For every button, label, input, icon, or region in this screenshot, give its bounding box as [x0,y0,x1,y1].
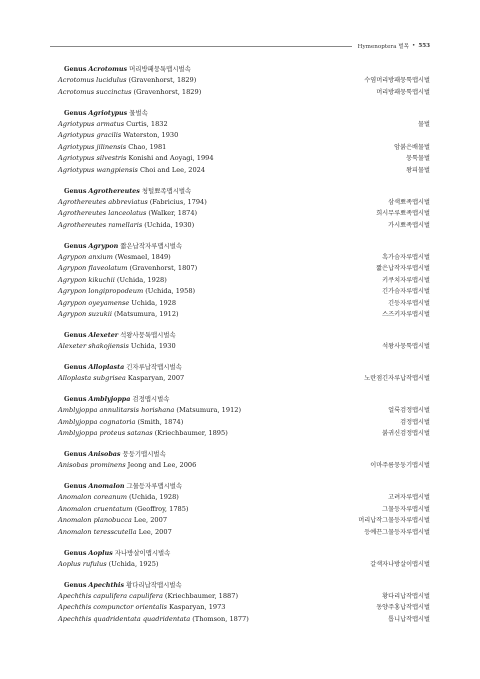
species-author: Chao, 1981 [128,142,167,151]
species-row [58,559,430,571]
species-author: Choi and Lee, 2024 [139,165,206,174]
genus-section [58,108,430,177]
species-korean-name: 키쿠치자루맵시벌 [382,276,430,284]
genus-heading [64,362,430,373]
genus-section [58,186,430,232]
species-korean-name: 가시뾰족맵시벌 [388,221,430,229]
species-korean-name: 붉귀신검정맵시벌 [382,430,430,437]
species-binomial: Anomalon planobucca [58,516,132,524]
species-author: (Walker, 1874) [148,209,198,217]
species-author: (Uchida, 1958) [145,287,196,295]
species-binomial: Apechthis quadridentata quadridentata [58,614,191,623]
species-name [58,417,183,429]
species-binomial: Agriotypus jilinensis [58,142,127,151]
genus-korean-name: 뭉둥기맵시벌속 [122,450,166,458]
species-binomial: Agrothereutes abbreviatus [58,197,148,206]
species-author: Kasparyan, 2007 [127,374,185,382]
species-korean-name: 왕피물벌 [406,166,430,174]
genus-label: Genus [64,331,87,339]
species-name [58,220,194,232]
species-binomial: Agrypon anxium [58,252,113,261]
species-binomial: Amblyjoppa proteus satanas [58,429,153,437]
genus-name: Acrotomus [88,65,128,73]
genus-label: Genus [64,580,87,589]
species-binomial: Alloplasta subgrisea [58,374,126,382]
species-author: (Uchida, 1928) [128,493,179,501]
species-row [58,492,430,504]
genus-korean-name: 자나방살이맵시벌속 [114,548,171,557]
genus-label: Genus [64,450,87,458]
species-korean-name: 물벌 [418,120,430,128]
species-binomial: Acrotomus succinctus [58,87,132,96]
species-author: Lee, 2007 [133,516,168,524]
species-binomial: Agriotypus armatus [58,119,125,128]
genus-label: Genus [64,482,87,490]
species-row [58,263,430,275]
genus-label: Genus [64,108,87,117]
species-author: Kasparyan, 1973 [169,603,226,611]
species-name [58,460,196,472]
species-row [58,341,430,353]
species-author: (Gravenhorst, 1807) [129,264,198,272]
species-name [58,614,249,626]
species-name [58,75,196,87]
species-row [58,309,430,321]
species-name [58,309,179,321]
species-row [58,197,430,209]
genus-name: Amblyjoppa [88,395,131,403]
species-binomial: Agrypon suzukii [58,310,112,318]
species-binomial: Agrypon longipropodeum [58,287,144,295]
species-row [58,591,430,603]
species-author: (Uchida, 1928) [116,275,167,284]
species-binomial: Agrypon flaveolatum [58,264,128,272]
species-binomial: Agrothereutes lanceolatus [58,209,147,217]
species-row [58,87,430,99]
species-name [58,428,228,440]
genus-name: Agriotypus [88,108,128,117]
genus-heading [64,580,430,591]
species-row [58,417,430,429]
species-row [58,252,430,264]
genus-label: Genus [64,65,87,73]
species-name [58,527,172,539]
species-name [58,275,167,287]
species-author: Waterston, 1930 [123,131,179,139]
species-name [58,119,168,131]
species-korean-name: 뭉툭물벌 [406,155,430,162]
species-row [58,220,430,232]
genus-heading [64,449,430,460]
genus-name: Apechthis [88,580,125,589]
species-korean-name: 짧은납작자루맵시벌 [376,265,430,272]
species-binomial: Apechthis compunctor orientalis [58,603,168,611]
species-korean-name: 석왕사뭉툭맵시벌 [382,343,430,350]
species-author: Uchida, 1930 [130,342,176,350]
species-author: Curtis, 1832 [126,119,168,128]
genus-name: Agrypon [88,241,119,250]
species-row [58,428,430,440]
species-binomial: Agrothereutes ramellaris [58,220,143,229]
species-row [58,504,430,516]
species-korean-name: 흑가슴자루맵시벌 [382,253,430,261]
genus-heading [64,548,430,559]
species-binomial: Apechthis capulifera capulifera [58,591,163,600]
header-bullet: • [412,43,416,49]
species-name [58,153,214,165]
genus-heading [64,330,430,341]
genus-korean-name: 긴자루납작맵시벌속 [126,363,182,371]
species-korean-name: 긴가슴자루맵시벌 [382,288,430,295]
genus-label: Genus [64,548,87,557]
header-title: Hymenoptera 벌목 [357,44,409,50]
species-name [58,208,197,220]
genus-section [58,548,430,571]
genus-korean-name: 그물등자루맵시벌속 [126,482,183,490]
species-row [58,373,430,385]
species-name [58,602,225,614]
species-korean-name: 톱니납작맵시벌 [388,615,430,623]
genus-label: Genus [64,241,87,250]
species-binomial: Alexeter shakojiensis [58,342,129,350]
species-list [58,64,430,635]
genus-name: Anisobas [88,450,121,458]
genus-heading [64,186,430,197]
species-korean-name: 삼색뾰족맵시벌 [388,198,430,206]
species-korean-name: 희시무루뾰족맵시벌 [376,210,430,217]
genus-heading [64,481,430,492]
species-binomial: Agriotypus silvestris [58,154,127,162]
species-korean-name: 동양주홍납작맵시벌 [376,604,430,611]
species-name [58,142,166,154]
species-korean-name: 등예끈그물등자루맵시벌 [364,528,430,536]
species-row [58,119,430,131]
species-row [58,153,430,165]
species-row [58,460,430,472]
species-korean-name: 검정맵시벌 [400,418,430,426]
species-row [58,405,430,417]
species-korean-name: 긴등자루맵시벌 [388,299,430,307]
header-rule [50,46,352,47]
species-korean-name: 갈색자나방살이맵시벌 [370,560,430,568]
species-name [58,165,205,177]
species-author: Jeong and Lee, 2006 [127,461,197,469]
species-binomial: Anisobas prominens [58,461,126,469]
species-author: (Gravenhorst, 1829) [133,87,202,96]
species-author: (Wesmael, 1849) [114,252,171,261]
species-korean-name: 머리방패뭉툭맵시벌 [376,88,430,96]
species-name [58,341,176,353]
genus-heading [64,394,430,405]
genus-heading [64,108,430,119]
genus-heading [64,64,430,75]
species-name [58,298,176,310]
species-binomial: Acrotomus lucidulus [58,76,127,84]
species-name [58,373,184,385]
genus-section [58,330,430,353]
species-author: (Thomson, 1877) [192,614,249,623]
species-row [58,275,430,287]
genus-section [58,449,430,472]
species-name [58,405,241,417]
species-binomial: Agriotypus gracilis [58,131,122,139]
species-korean-name: 이마주름뭉둥기맵시벌 [370,462,430,469]
genus-korean-name: 짧은납작자루맵시벌속 [120,241,183,250]
species-korean-name: 고려자루맵시벌 [388,494,430,501]
genus-section [58,394,430,440]
species-binomial: Amblyjoppa annulitarsis horishana [58,406,175,414]
genus-korean-name: 석왕사뭉툭맵시벌속 [120,331,176,339]
species-author: Konishi and Aoyagi, 1994 [128,154,214,162]
species-name [58,591,238,603]
species-author: (Kriechbaumer, 1887) [164,591,239,600]
species-name [58,130,178,142]
species-author: Uchida, 1928 [131,298,177,307]
species-author: (Gravenhorst, 1829) [128,76,197,84]
species-korean-name: 머리납작그물등자루맵시벌 [358,517,430,524]
species-row [58,298,430,310]
species-korean-name: 노란점긴자루납작맵시벌 [364,375,430,382]
genus-section [58,580,430,626]
species-binomial: Agrypon oyeyamense [58,298,130,307]
species-name [58,286,195,298]
species-row [58,165,430,177]
page-number: 553 [418,43,430,49]
genus-section [58,241,430,321]
genus-section [58,64,430,98]
species-author: Lee, 2007 [138,527,172,536]
genus-korean-name: 청털뾰족맵시벌속 [141,186,192,195]
genus-label: Genus [64,363,87,371]
genus-name: Aoplus [88,548,113,557]
species-row [58,602,430,614]
species-name [58,87,201,99]
species-binomial: Agrypon kikuchii [58,275,115,284]
running-header [50,40,430,52]
species-name [58,263,197,275]
species-author: (Uchida, 1930) [144,220,195,229]
genus-name: Alloplasta [88,363,125,371]
species-name [58,197,207,209]
species-author: (Uchida, 1925) [108,559,159,568]
species-author: (Smith, 1874) [137,417,184,426]
species-korean-name: 스즈키자루맵시벌 [382,311,430,318]
species-name [58,492,179,504]
genus-name: Anomalon [88,482,125,490]
species-row [58,208,430,220]
species-binomial: Amblyjoppa cognatoria [58,417,136,426]
species-korean-name: 암붉은배물벌 [394,143,430,151]
species-korean-name: 얼룩검정맵시벌 [388,407,430,414]
genus-name: Alexeter [88,331,119,339]
species-name [58,515,167,527]
species-binomial: Agriotypus wangpiensis [58,165,138,174]
species-name [58,504,188,516]
species-row [58,75,430,87]
species-row [58,130,430,142]
species-name [58,252,171,264]
species-row [58,286,430,298]
species-binomial: Aoplus rufulus [58,559,107,568]
species-binomial: Anomalon cruentatum [58,504,133,513]
species-binomial: Anomalon teresscutella [58,527,137,536]
species-row [58,515,430,527]
genus-korean-name: 검정맵시벌속 [132,395,170,403]
genus-korean-name: 물벌속 [129,108,148,117]
genus-korean-name: 황다리납작맵시벌속 [126,580,182,589]
species-name [58,559,159,571]
species-author: (Fabricius, 1794) [149,197,207,206]
genus-korean-name: 머리방패뭉툭맵시벌속 [129,65,191,73]
species-korean-name: 수염머리방패뭉툭맵시벌 [364,77,430,84]
species-korean-name: 황다리납작맵시벌 [382,592,430,600]
genus-label: Genus [64,395,87,403]
species-korean-name: 그물등자루맵시벌 [382,505,430,513]
genus-section [58,481,430,538]
genus-name: Agrothereutes [88,186,140,195]
species-row [58,142,430,154]
species-author: (Matsumura, 1912) [113,310,179,318]
genus-section [58,362,430,385]
species-row [58,614,430,626]
genus-heading [64,241,430,252]
species-author: (Geoffroy, 1785) [134,504,189,513]
species-binomial: Anomalon coreanum [58,493,127,501]
species-author: (Kriechbaumer, 1895) [154,429,228,437]
species-author: (Matsumura, 1912) [176,406,242,414]
species-row [58,527,430,539]
genus-label: Genus [64,186,87,195]
